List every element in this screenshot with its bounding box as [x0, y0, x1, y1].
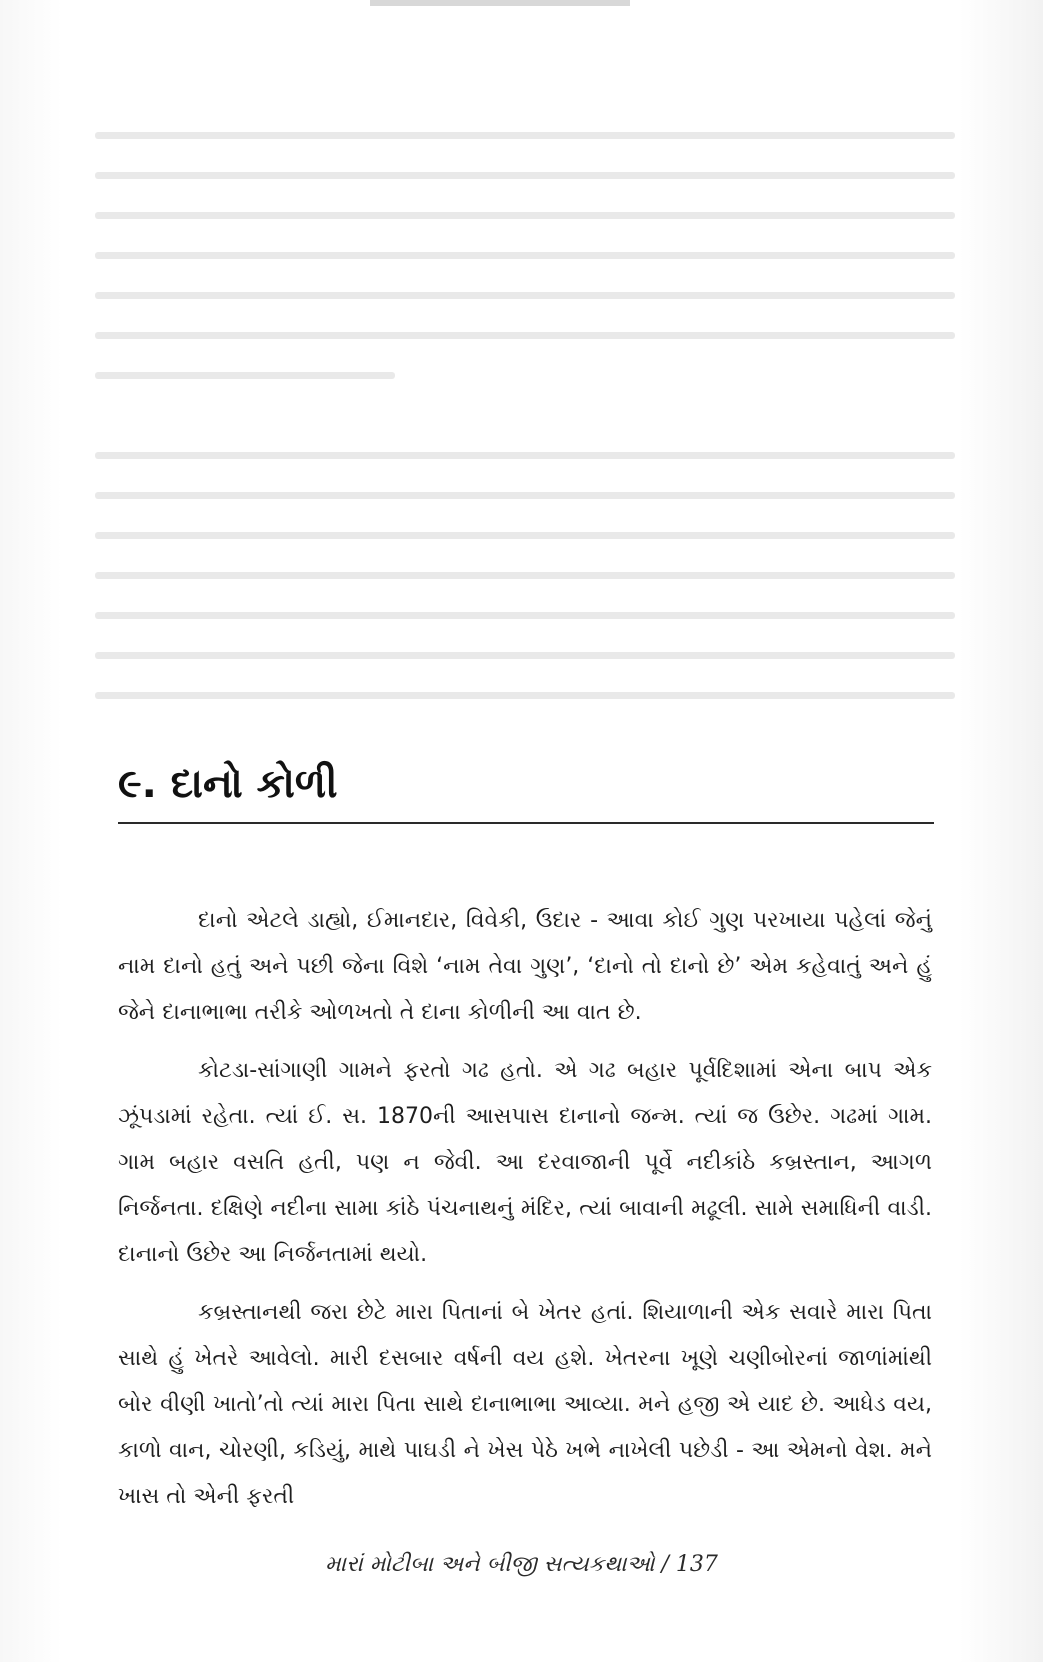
show-through-line — [95, 172, 955, 179]
show-through-line — [95, 452, 955, 459]
show-through-line — [95, 372, 395, 379]
show-through-line — [95, 612, 955, 619]
paragraph: કબ્રસ્તાનથી જરા છેટે મારા પિતાનાં બે ખેતર હતાં. શિયાળાની એક સવારે મારા પિતા સાથે હું ખેતરે આવેલો. મારી દસબાર વર્ષની વય હશે. ખેતરના ખૂણે ચણીબોરનાં જાળાંમાંથી બોર વીણી ખાતો’તો ત્યાં મારા પિતા સાથે દાનાભાભા આવ્યા. મને હજી એ યાદ છે. આધેડ વય, કાળો વાન, ચોરણી, કડિયું, માથે પાઘડી ને ખેસ પેઠે ખભે નાખેલી પછેડી - આ એમનો વેશ. મને ખાસ તો એની ફરતી — [118, 1300, 932, 1509]
show-through-line — [95, 252, 955, 259]
show-through-line — [95, 652, 955, 659]
page-footer: મારાં મોટીબા અને બીજી સત્યકથાઓ / 137 — [325, 1552, 718, 1577]
chapter-body — [118, 898, 932, 1532]
show-through-mark — [370, 0, 630, 6]
show-through-line — [95, 692, 955, 699]
show-through-line — [95, 332, 955, 339]
show-through-line — [95, 292, 955, 299]
paragraph: કોટડા-સાંગાણી ગામને ફરતો ગઢ હતો. એ ગઢ બહાર પૂર્વદિશામાં એના બાપ એક ઝૂંપડામાં રહેતા. ત્યાં ઈ. સ. 1870ની આસપાસ દાનાનો જન્મ. ત્યાં જ ઉછેર. ગઢમાં ગામ. ગામ બહાર વસતિ હતી, પણ ન જેવી. આ દરવાજાની પૂર્વે નદીકાંઠે કબ્રસ્તાન, આગળ નિર્જનતા. દક્ષિણે નદીના સામા કાંઠે પંચનાથનું મંદિર, ત્યાં બાવાની મઢૂલી. સામે સમાધિની વાડી. દાનાનો ઉછેર આ નિર્જનતામાં થયો. — [118, 1058, 932, 1267]
show-through-line — [95, 492, 955, 499]
title-divider — [118, 822, 934, 824]
show-through-line — [95, 132, 955, 139]
chapter-title: ૯. દાનો કોળી — [118, 761, 338, 807]
show-through-line — [95, 572, 955, 579]
show-through-line — [95, 532, 955, 539]
show-through-line — [95, 212, 955, 219]
paragraph: દાનો એટલે ડાહ્યો, ઈમાનદાર, વિવેકી, ઉદાર - આવા કોઈ ગુણ પરખાયા પહેલાં જેનું નામ દાનો હતું અને પછી જેના વિશે ‘નામ તેવા ગુણ’, ‘દાનો તો દાનો છે’ એમ કહેવાતું અને હું જેને દાનાભાભા તરીકે ઓળખતો તે દાના કોળીની આ વાત છે. — [118, 908, 932, 1025]
